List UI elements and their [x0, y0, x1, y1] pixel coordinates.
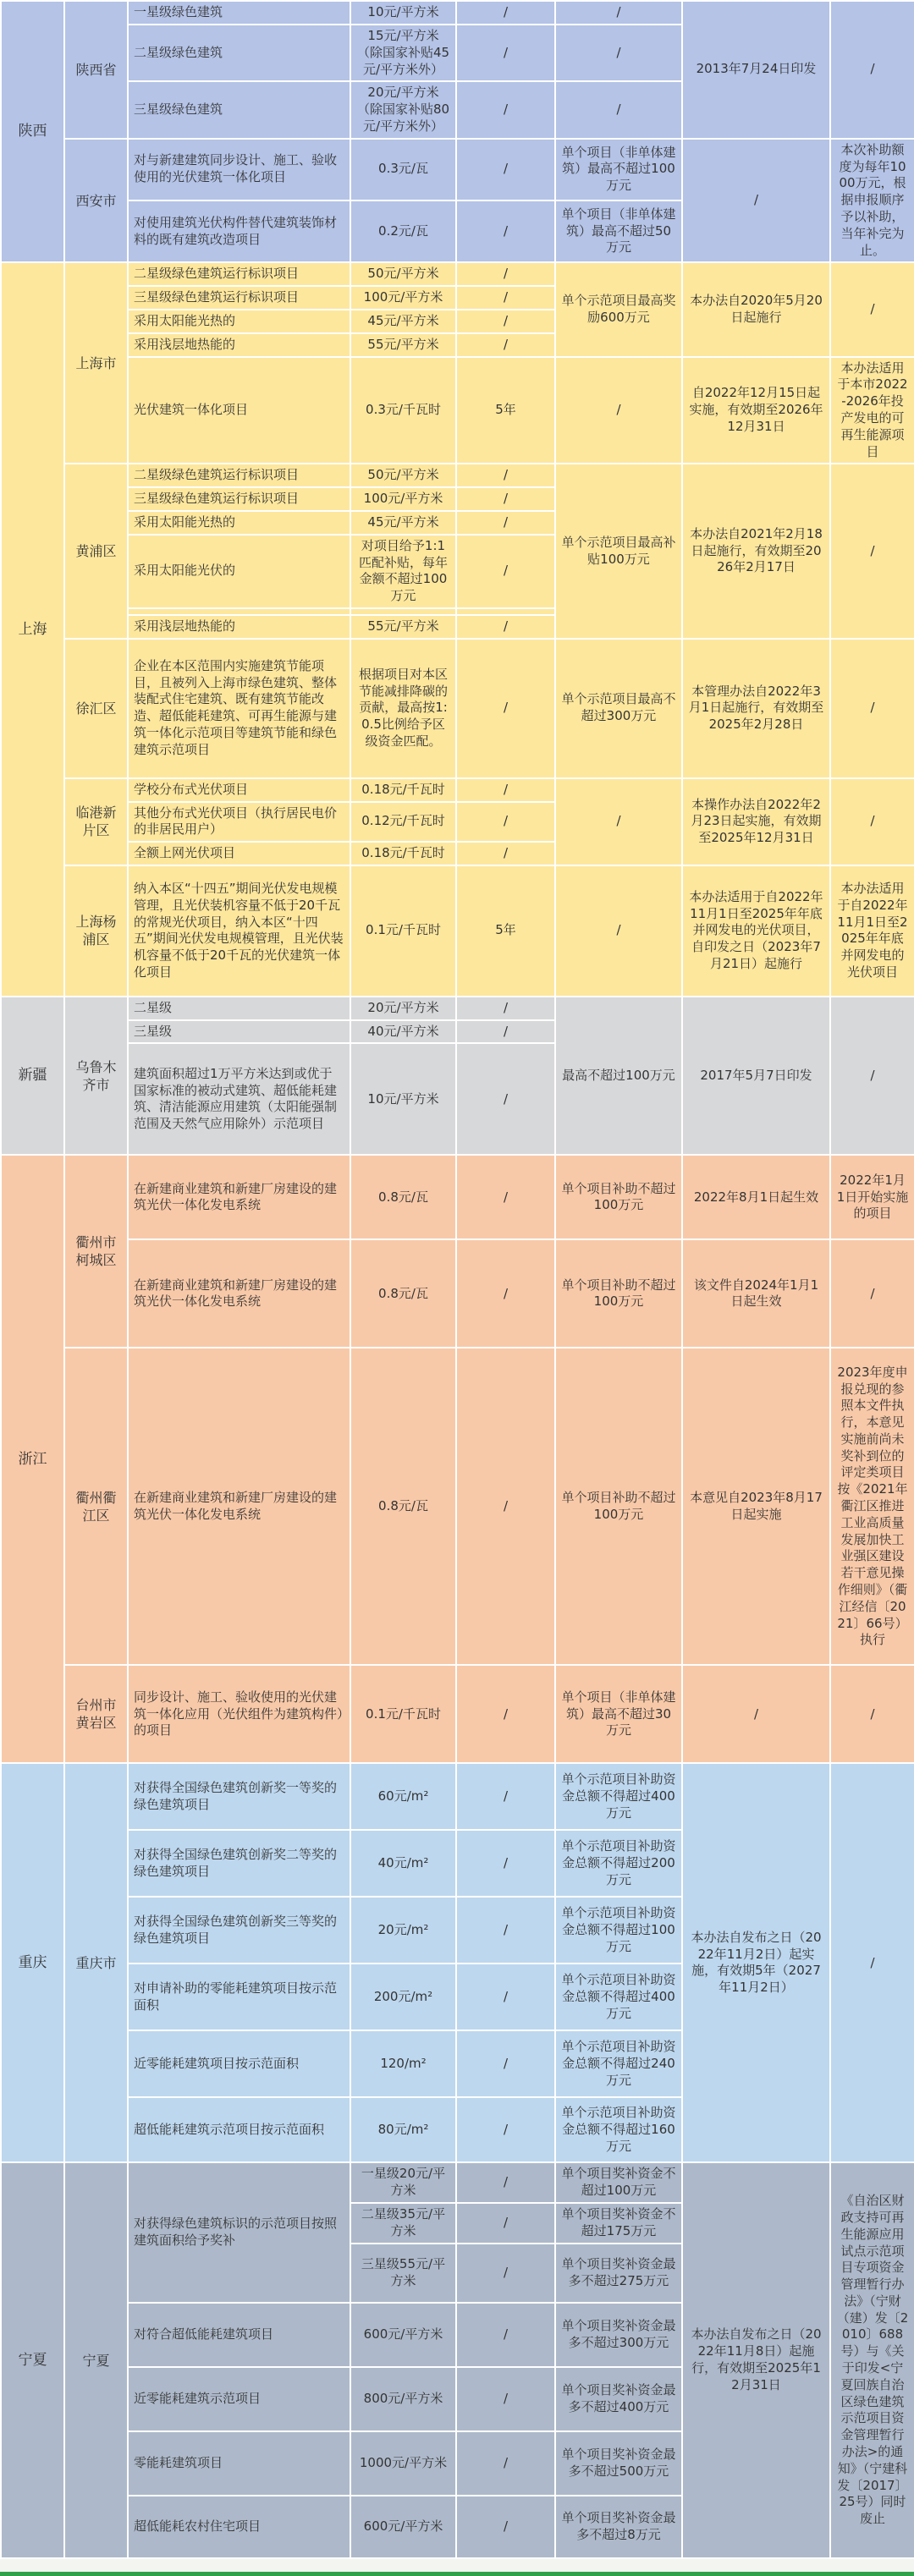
city-cell: 临港新片区: [64, 778, 128, 865]
table-cell: /: [682, 139, 830, 263]
table-cell: /: [830, 1, 914, 139]
project-cell: 其他分布式光伏项目（执行居民电价的非居民用户）: [128, 802, 350, 843]
table-cell: 0.3元/千瓦时: [350, 357, 456, 464]
table-cell: 60元/m²: [350, 1763, 456, 1830]
project-cell: 零能耗建筑项目: [128, 2431, 350, 2496]
table-cell: 单个项目奖补资金最多不超过8万元: [555, 2496, 682, 2558]
table-cell: 单个项目奖补资金最多不超过500万元: [555, 2431, 682, 2496]
table-cell: 5年: [456, 357, 555, 464]
table-cell: /: [456, 2367, 555, 2431]
table-cell: /: [830, 1665, 914, 1763]
table-cell: 对项目给予1:1匹配补贴，每年金额不超过100万元: [350, 535, 456, 608]
table-cell: 本管理办法自2022年3月1日起施行，有效期至2025年2月28日: [682, 639, 830, 778]
table-cell: /: [456, 1665, 555, 1763]
table-cell: /: [456, 778, 555, 802]
project-cell: 学校分布式光伏项目: [128, 778, 350, 802]
province-cell: 浙江: [1, 1155, 64, 1763]
table-cell: /: [830, 262, 914, 356]
project-cell: 二星级绿色建筑: [128, 25, 350, 81]
table-cell: 2017年5月7日印发: [682, 997, 830, 1156]
city-cell: 上海市: [64, 262, 128, 464]
project-cell: 对符合超低能耗建筑项目: [128, 2303, 350, 2367]
table-cell: /: [456, 464, 555, 487]
table-cell: 100元/平方米: [350, 286, 456, 310]
city-cell: 衢州市柯城区: [64, 1155, 128, 1348]
table-cell: 本次补助额度为每年1000万元，根据申报顺序予以补助，当年补完为止。: [830, 139, 914, 263]
table-cell: 单个项目补助不超过100万元: [555, 1239, 682, 1348]
table-cell: /: [456, 81, 555, 138]
table-cell: /: [555, 778, 682, 865]
table-cell: 自2022年12月15日起实施，有效期至2026年12月31日: [682, 357, 830, 464]
table-cell: /: [456, 2496, 555, 2558]
project-cell: 在新建商业建筑和新建厂房建设的建筑光伏一体化发电系统: [128, 1239, 350, 1348]
table-cell: /: [456, 2303, 555, 2367]
project-cell: 二星级: [128, 997, 350, 1020]
table-cell: 0.2元/瓦: [350, 200, 456, 263]
table-cell: 单个示范项目补助资金总额不得超过240万元: [555, 2030, 682, 2097]
province-cell: 宁夏: [1, 2162, 64, 2557]
table-cell: /: [830, 1239, 914, 1348]
table-cell: 单个示范项目补助资金总额不得超过400万元: [555, 1964, 682, 2030]
project-cell: 超低能耗建筑示范项目按示范面积: [128, 2097, 350, 2162]
table-cell: /: [456, 1, 555, 25]
table-cell: 本办法自发布之日（2022年11月2日）起实施，有效期5年（2027年11月2日）: [682, 1763, 830, 2162]
table-cell: 单个项目补助不超过100万元: [555, 1155, 682, 1239]
city-cell: 徐汇区: [64, 639, 128, 778]
table-cell: 单个项目奖补资金不超过100万元: [555, 2162, 682, 2203]
table-row: [1, 1, 914, 25]
table-cell: /: [456, 1763, 555, 1830]
table-cell: 本操作办法自2022年2月23日起实施，有效期至2025年12月31日: [682, 778, 830, 865]
table-cell: 800元/平方米: [350, 2367, 456, 2431]
table-cell: 50元/平方米: [350, 262, 456, 286]
city-cell: 陕西省: [64, 1, 128, 139]
table-cell: 0.18元/千瓦时: [350, 842, 456, 865]
table-cell: 本办法适用于自2022年11月1日至2025年年底并网发电的光伏项目: [830, 865, 914, 997]
table-cell: /: [830, 639, 914, 778]
project-cell: 对申请补助的零能耗建筑项目按示范面积: [128, 1964, 350, 2030]
table-cell: /: [555, 865, 682, 997]
table-row: [1, 639, 914, 778]
table-row: [1, 262, 914, 286]
project-cell: 采用浅层地热能的: [128, 615, 350, 639]
table-cell: 20元/m²: [350, 1897, 456, 1964]
table-cell: /: [456, 535, 555, 608]
table-cell: 45元/平方米: [350, 310, 456, 333]
city-cell: 台州市黄岩区: [64, 1665, 128, 1763]
table-cell: /: [830, 778, 914, 865]
table-row: [1, 2162, 914, 2203]
table-cell: 0.1元/千瓦时: [350, 865, 456, 997]
city-cell: 乌鲁木齐市: [64, 997, 128, 1156]
table-cell: 5年: [456, 865, 555, 997]
table-cell: /: [456, 2097, 555, 2162]
table-cell: 单个项目（非单体建筑）最高不超过100万元: [555, 139, 682, 200]
province-cell: 上海: [1, 262, 64, 997]
city-cell: 西安市: [64, 139, 128, 263]
table-row: [1, 1155, 914, 1239]
table-cell: /: [456, 1348, 555, 1665]
table-row: [1, 1348, 914, 1665]
table-cell: 1000元/平方米: [350, 2431, 456, 2496]
table-cell: 2022年1月1日开始实施的项目: [830, 1155, 914, 1239]
table-cell: 二星级35元/平方米: [350, 2203, 456, 2244]
table-row: [1, 997, 914, 1020]
table-cell: 单个示范项目补助资金总额不得超过100万元: [555, 1897, 682, 1964]
table-cell: /: [682, 1665, 830, 1763]
table-cell: /: [456, 1897, 555, 1964]
table-cell: 根据项目对本区节能减排降碳的贡献，最高按1:0.5比例给予区级资金匹配。: [350, 639, 456, 778]
table-cell: 单个示范项目最高补贴100万元: [555, 464, 682, 638]
project-cell: 建筑面积超过1万平方米达到或优于国家标准的被动式建筑、超低能耗建筑、清洁能源应用建筑（太阳能强制范围及天然气应用除外）示范项目: [128, 1043, 350, 1155]
project-cell: 二星级绿色建筑运行标识项目: [128, 464, 350, 487]
table-cell: 2022年8月1日起生效: [682, 1155, 830, 1239]
project-cell: 对与新建建筑同步设计、施工、验收使用的光伏建筑一体化项目: [128, 139, 350, 200]
table-cell: /: [456, 286, 555, 310]
table-cell: 单个项目补助不超过100万元: [555, 1348, 682, 1665]
table-cell: /: [555, 81, 682, 138]
table-cell: 2023年度申报兑现的参照本文件执行，本意见实施前尚未奖补到位的评定类项目按《2021年衢江区推进工业高质量发展加快工业强区建设若干意见操作细则》（衢江经信〔2021〕66号）执行: [830, 1348, 914, 1665]
table-body: [1, 1, 914, 2558]
city-cell: 上海杨浦区: [64, 865, 128, 997]
project-cell: 在新建商业建筑和新建厂房建设的建筑光伏一体化发电系统: [128, 1348, 350, 1665]
bottom-accent-bar: [0, 2572, 914, 2576]
table-cell: [350, 608, 456, 615]
table-cell: 该文件自2024年1月1日起生效: [682, 1239, 830, 1348]
project-cell: 在新建商业建筑和新建厂房建设的建筑光伏一体化发电系统: [128, 1155, 350, 1239]
project-cell: 同步设计、施工、验收使用的光伏建筑一体化应用（光伏组件为建筑构件）的项目: [128, 1665, 350, 1763]
table-cell: 单个示范项目补助资金总额不得超过400万元: [555, 1763, 682, 1830]
table-cell: 120/m²: [350, 2030, 456, 2097]
table-cell: /: [456, 2244, 555, 2303]
table-cell: /: [555, 25, 682, 81]
table-cell: 0.12元/千瓦时: [350, 802, 456, 843]
province-cell: 重庆: [1, 1763, 64, 2162]
table-cell: 40元/m²: [350, 1830, 456, 1897]
table-cell: /: [555, 357, 682, 464]
table-cell: 0.8元/瓦: [350, 1239, 456, 1348]
table-cell: 单个示范项目补助资金总额不得超过200万元: [555, 1830, 682, 1897]
table-row: [1, 778, 914, 802]
table-cell: /: [456, 1964, 555, 2030]
table-cell: /: [456, 1043, 555, 1155]
table-cell: 单个项目（非单体建筑）最高不超过50万元: [555, 200, 682, 263]
table-cell: /: [456, 802, 555, 843]
table-cell: 单个示范项目最高不超过300万元: [555, 639, 682, 778]
table-cell: /: [456, 1155, 555, 1239]
table-cell: 2013年7月24日印发: [682, 1, 830, 139]
table-cell: 本办法自2020年5月20日起施行: [682, 262, 830, 356]
table-cell: /: [456, 2162, 555, 2203]
project-cell: 对使用建筑光伏构件替代建筑装饰材料的既有建筑改造项目: [128, 200, 350, 263]
project-cell: 光伏建筑一体化项目: [128, 357, 350, 464]
table-cell: 0.8元/瓦: [350, 1348, 456, 1665]
table-cell: /: [456, 1239, 555, 1348]
city-cell: 重庆市: [64, 1763, 128, 2162]
province-cell: 陕西: [1, 1, 64, 262]
table-cell: /: [456, 639, 555, 778]
project-cell: 采用太阳能光热的: [128, 511, 350, 535]
table-cell: 0.3元/瓦: [350, 139, 456, 200]
table-row: [1, 865, 914, 997]
table-cell: 单个项目奖补资金不超过175万元: [555, 2203, 682, 2244]
project-cell: [128, 608, 350, 615]
table-row: [1, 1665, 914, 1763]
table-cell: /: [456, 2203, 555, 2244]
table-cell: 10元/平方米: [350, 1, 456, 25]
table-cell: /: [456, 2030, 555, 2097]
project-cell: 对获得全国绿色建筑创新奖一等奖的绿色建筑项目: [128, 1763, 350, 1830]
table-cell: 10元/平方米: [350, 1043, 456, 1155]
table-cell: [456, 608, 555, 615]
table-cell: /: [456, 25, 555, 81]
project-cell: 采用太阳能光伏的: [128, 535, 350, 608]
table-cell: /: [456, 262, 555, 286]
city-cell: 衢州衢江区: [64, 1348, 128, 1665]
table-cell: /: [456, 997, 555, 1020]
table-cell: /: [456, 2431, 555, 2496]
table-cell: 本办法适用于本市2022-2026年投产发电的可再生能源项目: [830, 357, 914, 464]
table-cell: 45元/平方米: [350, 511, 456, 535]
table-cell: /: [456, 139, 555, 200]
table-cell: /: [830, 464, 914, 638]
project-cell: 一星级绿色建筑: [128, 1, 350, 25]
table-cell: 200元/m²: [350, 1964, 456, 2030]
project-cell: 近零能耗建筑项目按示范面积: [128, 2030, 350, 2097]
table-cell: 55元/平方米: [350, 333, 456, 357]
project-cell: 全额上网光伏项目: [128, 842, 350, 865]
project-cell: 三星级: [128, 1020, 350, 1044]
table-cell: 100元/平方米: [350, 487, 456, 511]
table-cell: /: [456, 487, 555, 511]
table-cell: /: [456, 842, 555, 865]
project-cell: 对获得绿色建筑标识的示范项目按照建筑面积给予奖补: [128, 2162, 350, 2302]
table-cell: 0.1元/千瓦时: [350, 1665, 456, 1763]
table-cell: 600元/平方米: [350, 2303, 456, 2367]
table-cell: 本办法自发布之日（2022年11月8日）起施行，有效期至2025年12月31日: [682, 2162, 830, 2557]
project-cell: 超低能耗农村住宅项目: [128, 2496, 350, 2558]
project-cell: 三星级绿色建筑运行标识项目: [128, 286, 350, 310]
table-row: [1, 139, 914, 200]
province-cell: 新疆: [1, 997, 64, 1156]
project-cell: 三星级绿色建筑: [128, 81, 350, 138]
table-cell: 0.18元/千瓦时: [350, 778, 456, 802]
project-cell: 企业在本区范围内实施建筑节能项目，且被列入上海市绿色建筑、整体装配式住宅建筑、既有建筑节能改造、超低能耗建筑、可再生能源与建筑一体化示范项目等建筑节能和绿色建筑示范项目: [128, 639, 350, 778]
project-cell: 采用浅层地热能的: [128, 333, 350, 357]
project-cell: 近零能耗建筑示范项目: [128, 2367, 350, 2431]
table-cell: 15元/平方米（除国家补贴45元/平方米外）: [350, 25, 456, 81]
table-cell: 《自治区财政支持可再生能源应用试点示范项目专项资金管理暂行办法》（宁财（建）发〔2010〕688号）与《关于印发<宁夏回族自治区绿色建筑示范项目资金管理暂行办法>的通知》（宁建科发〔2017〕25号）同时废止: [830, 2162, 914, 2557]
project-cell: 二星级绿色建筑运行标识项目: [128, 262, 350, 286]
project-cell: 对获得全国绿色建筑创新奖二等奖的绿色建筑项目: [128, 1830, 350, 1897]
table-cell: /: [830, 997, 914, 1156]
table-cell: 单个示范项目最高奖励600万元: [555, 262, 682, 356]
table-cell: 单个项目奖补资金最多不超过300万元: [555, 2303, 682, 2367]
table-cell: 最高不超过100万元: [555, 997, 682, 1156]
table-cell: 一星级20元/平方米: [350, 2162, 456, 2203]
table-row: [1, 357, 914, 464]
table-cell: 本办法适用于自2022年11月1日至2025年年底并网发电的光伏项目，自印发之日（2023年7月21日）起施行: [682, 865, 830, 997]
table-cell: /: [830, 1763, 914, 2162]
table-cell: 单个项目奖补资金最多不超过275万元: [555, 2244, 682, 2303]
table-cell: 50元/平方米: [350, 464, 456, 487]
table-cell: /: [456, 310, 555, 333]
table-cell: 单个示范项目补助资金总额不得超过160万元: [555, 2097, 682, 2162]
table-cell: 55元/平方米: [350, 615, 456, 639]
table-row: [1, 1763, 914, 1830]
project-cell: 三星级绿色建筑运行标识项目: [128, 487, 350, 511]
table-cell: /: [456, 511, 555, 535]
table-cell: 20元/平方米（除国家补贴80元/平方米外）: [350, 81, 456, 138]
table-cell: 80元/m²: [350, 2097, 456, 2162]
table-cell: /: [456, 333, 555, 357]
table-row: [1, 1239, 914, 1348]
city-cell: 宁夏: [64, 2162, 128, 2557]
table-cell: 40元/平方米: [350, 1020, 456, 1044]
table-cell: /: [456, 615, 555, 639]
table-cell: /: [456, 1830, 555, 1897]
table-cell: 单个项目奖补资金最多不超过400万元: [555, 2367, 682, 2431]
table-row: [1, 464, 914, 487]
table-cell: 0.8元/瓦: [350, 1155, 456, 1239]
table-cell: 本办法自2021年2月18日起施行，有效期至2026年2月17日: [682, 464, 830, 638]
table-cell: 本意见自2023年8月17日起实施: [682, 1348, 830, 1665]
table-cell: /: [456, 200, 555, 263]
table-cell: /: [555, 1, 682, 25]
city-cell: 黄浦区: [64, 464, 128, 638]
table-cell: 600元/平方米: [350, 2496, 456, 2558]
table-cell: 单个项目（非单体建筑）最高不超过30万元: [555, 1665, 682, 1763]
project-cell: 纳入本区“十四五”期间光伏发电规模管理，且光伏装机容量不低于20千瓦的常规光伏项目，纳入本区“十四五”期间光伏发电规模管理，且光伏装机容量不低于20千瓦的光伏建筑一体化项目: [128, 865, 350, 997]
project-cell: 对获得全国绿色建筑创新奖三等奖的绿色建筑项目: [128, 1897, 350, 1964]
project-cell: 采用太阳能光热的: [128, 310, 350, 333]
table-cell: 20元/平方米: [350, 997, 456, 1020]
table-cell: /: [456, 1020, 555, 1044]
table-cell: 三星级55元/平方米: [350, 2244, 456, 2303]
